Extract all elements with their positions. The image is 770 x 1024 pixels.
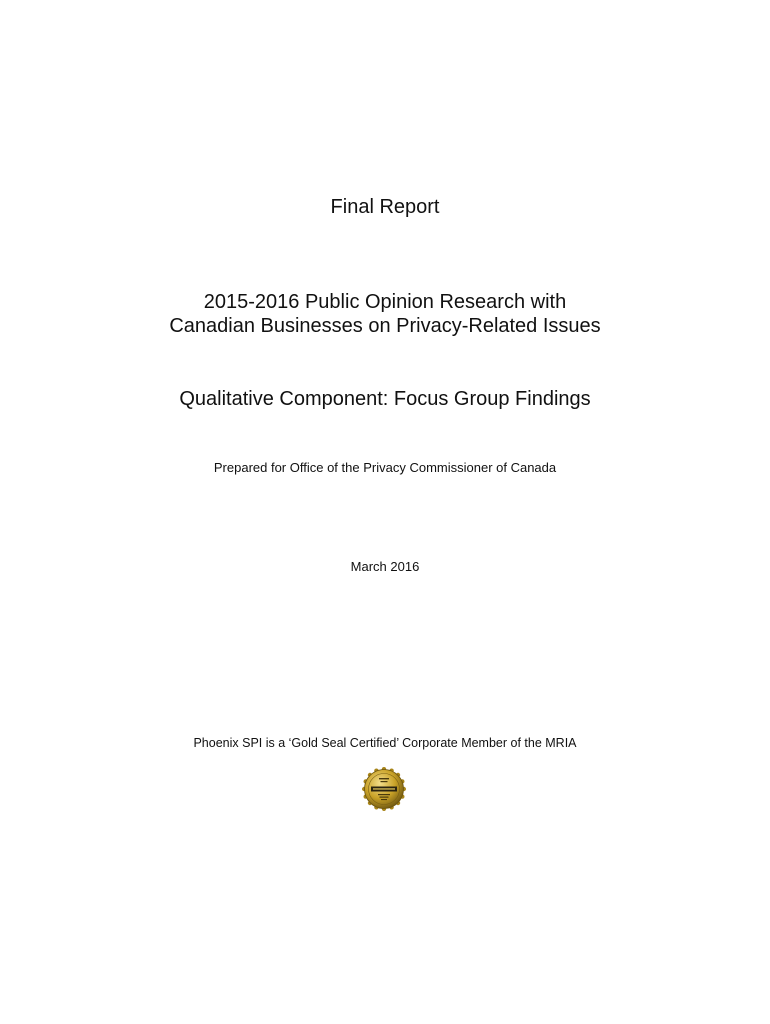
prepared-for: Prepared for Office of the Privacy Commissioner of Canada (213, 460, 557, 475)
subtitle: Qualitative Component: Focus Group Findings (179, 388, 591, 410)
report-label: Final Report (330, 196, 440, 218)
title-line-1: 2015-2016 Public Opinion Research with (203, 291, 567, 313)
report-date: March 2016 (350, 559, 420, 574)
membership-statement: Phoenix SPI is a ‘Gold Seal Certified’ Corporate Member of the MRIA (193, 736, 577, 750)
title-line-2: Canadian Businesses on Privacy-Related Issues (169, 315, 601, 337)
gold-seal-icon (362, 767, 406, 811)
